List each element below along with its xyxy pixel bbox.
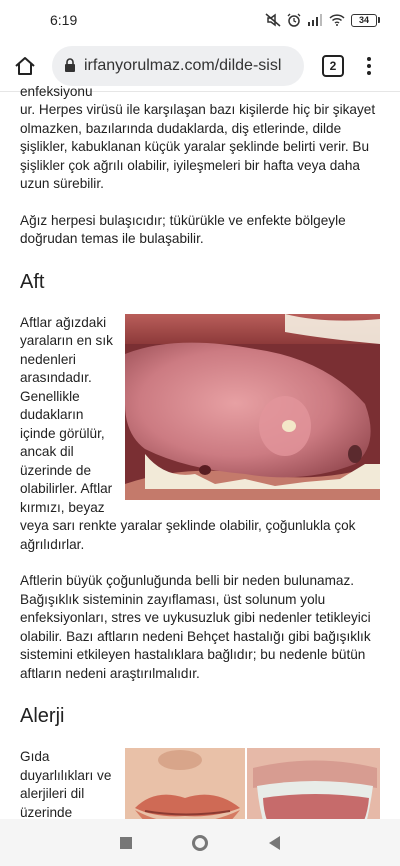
menu-dot-icon (367, 57, 371, 61)
status-time: 6:19 (50, 12, 78, 28)
home-icon (14, 56, 36, 76)
menu-dot-icon (367, 71, 371, 75)
alerji-paragraph-1: Gıda duyarlılıkları ve alerjileri dil üzerinde (20, 749, 112, 820)
status-icons (265, 13, 380, 27)
aft-paragraph-2: Aftlerin büyük çoğunluğunda belli bir neden bulunamaz. Bağışıklık sisteminin zayıflaması, üst solunum yolu enfeksiyonları, stres ve uykusuzluk gibi nedenler tetikleyici olabilir. Bazı aftların nedeni Behçet hastalığı gibi bağışıklık sistemini etkileyen hastalıklara bağlıdır; bu nedenle bütün aftların nedeni araştırılmalıdır. (20, 573, 371, 681)
lock-icon (64, 58, 76, 73)
aft-tongue-image (125, 314, 380, 500)
partial-text-line: enfeksiyonu (20, 84, 93, 99)
system-navigation-bar (0, 819, 400, 866)
aft-section (20, 314, 380, 555)
signal-icon (307, 14, 323, 26)
tab-switcher-button[interactable]: 2 (322, 55, 344, 77)
battery-level: 34 (351, 14, 377, 27)
home-nav-button[interactable] (192, 835, 208, 851)
home-button[interactable] (10, 51, 40, 81)
aft-heading: Aft (20, 270, 45, 293)
muted-icon (265, 13, 281, 27)
alerji-heading: Alerji (20, 705, 65, 727)
wifi-icon (329, 14, 345, 26)
alarm-icon (287, 13, 301, 27)
intro-paragraph: ur. Herpes virüsü ile karşılaşan bazı kişilerde hiç bir şikayet olmazken, bazılarında dudaklarda, diş etlerinde, dilde şişlikler, kabuklanan küçük yaralar şeklinde belirti verir. Bu şişlikler çok ağrılı olabilir, iyileşmeleri bir hafta veya daha uzun sürebilir. (20, 102, 376, 191)
menu-dot-icon (367, 64, 371, 68)
url-text: irfanyorulmaz.com/dilde-sisl (84, 56, 282, 74)
back-button[interactable] (269, 836, 280, 850)
recent-apps-button[interactable] (120, 837, 132, 849)
status-bar (0, 0, 400, 40)
aft-paragraph-1: Aftlar ağızdaki yaraların en sık nedenleri arasındadır. Genellikle dudakların içinde görülür, ancak dil üzerinde de olabilirler. Aftlar kırmızı, beyaz veya sarı renkte yaralar şeklinde olabilir, çoğunlukla çok ağrılıdırlar. (20, 314, 356, 552)
address-bar[interactable] (52, 46, 304, 86)
herpes-paragraph: Ağız herpesi bulaşıcıdır; tükürükle ve enfekte bölgeyle doğrudan temas ile bulaşabilir. (20, 212, 346, 246)
page-content (0, 84, 400, 820)
battery-icon (351, 14, 380, 27)
overflow-menu-button[interactable] (364, 57, 374, 75)
